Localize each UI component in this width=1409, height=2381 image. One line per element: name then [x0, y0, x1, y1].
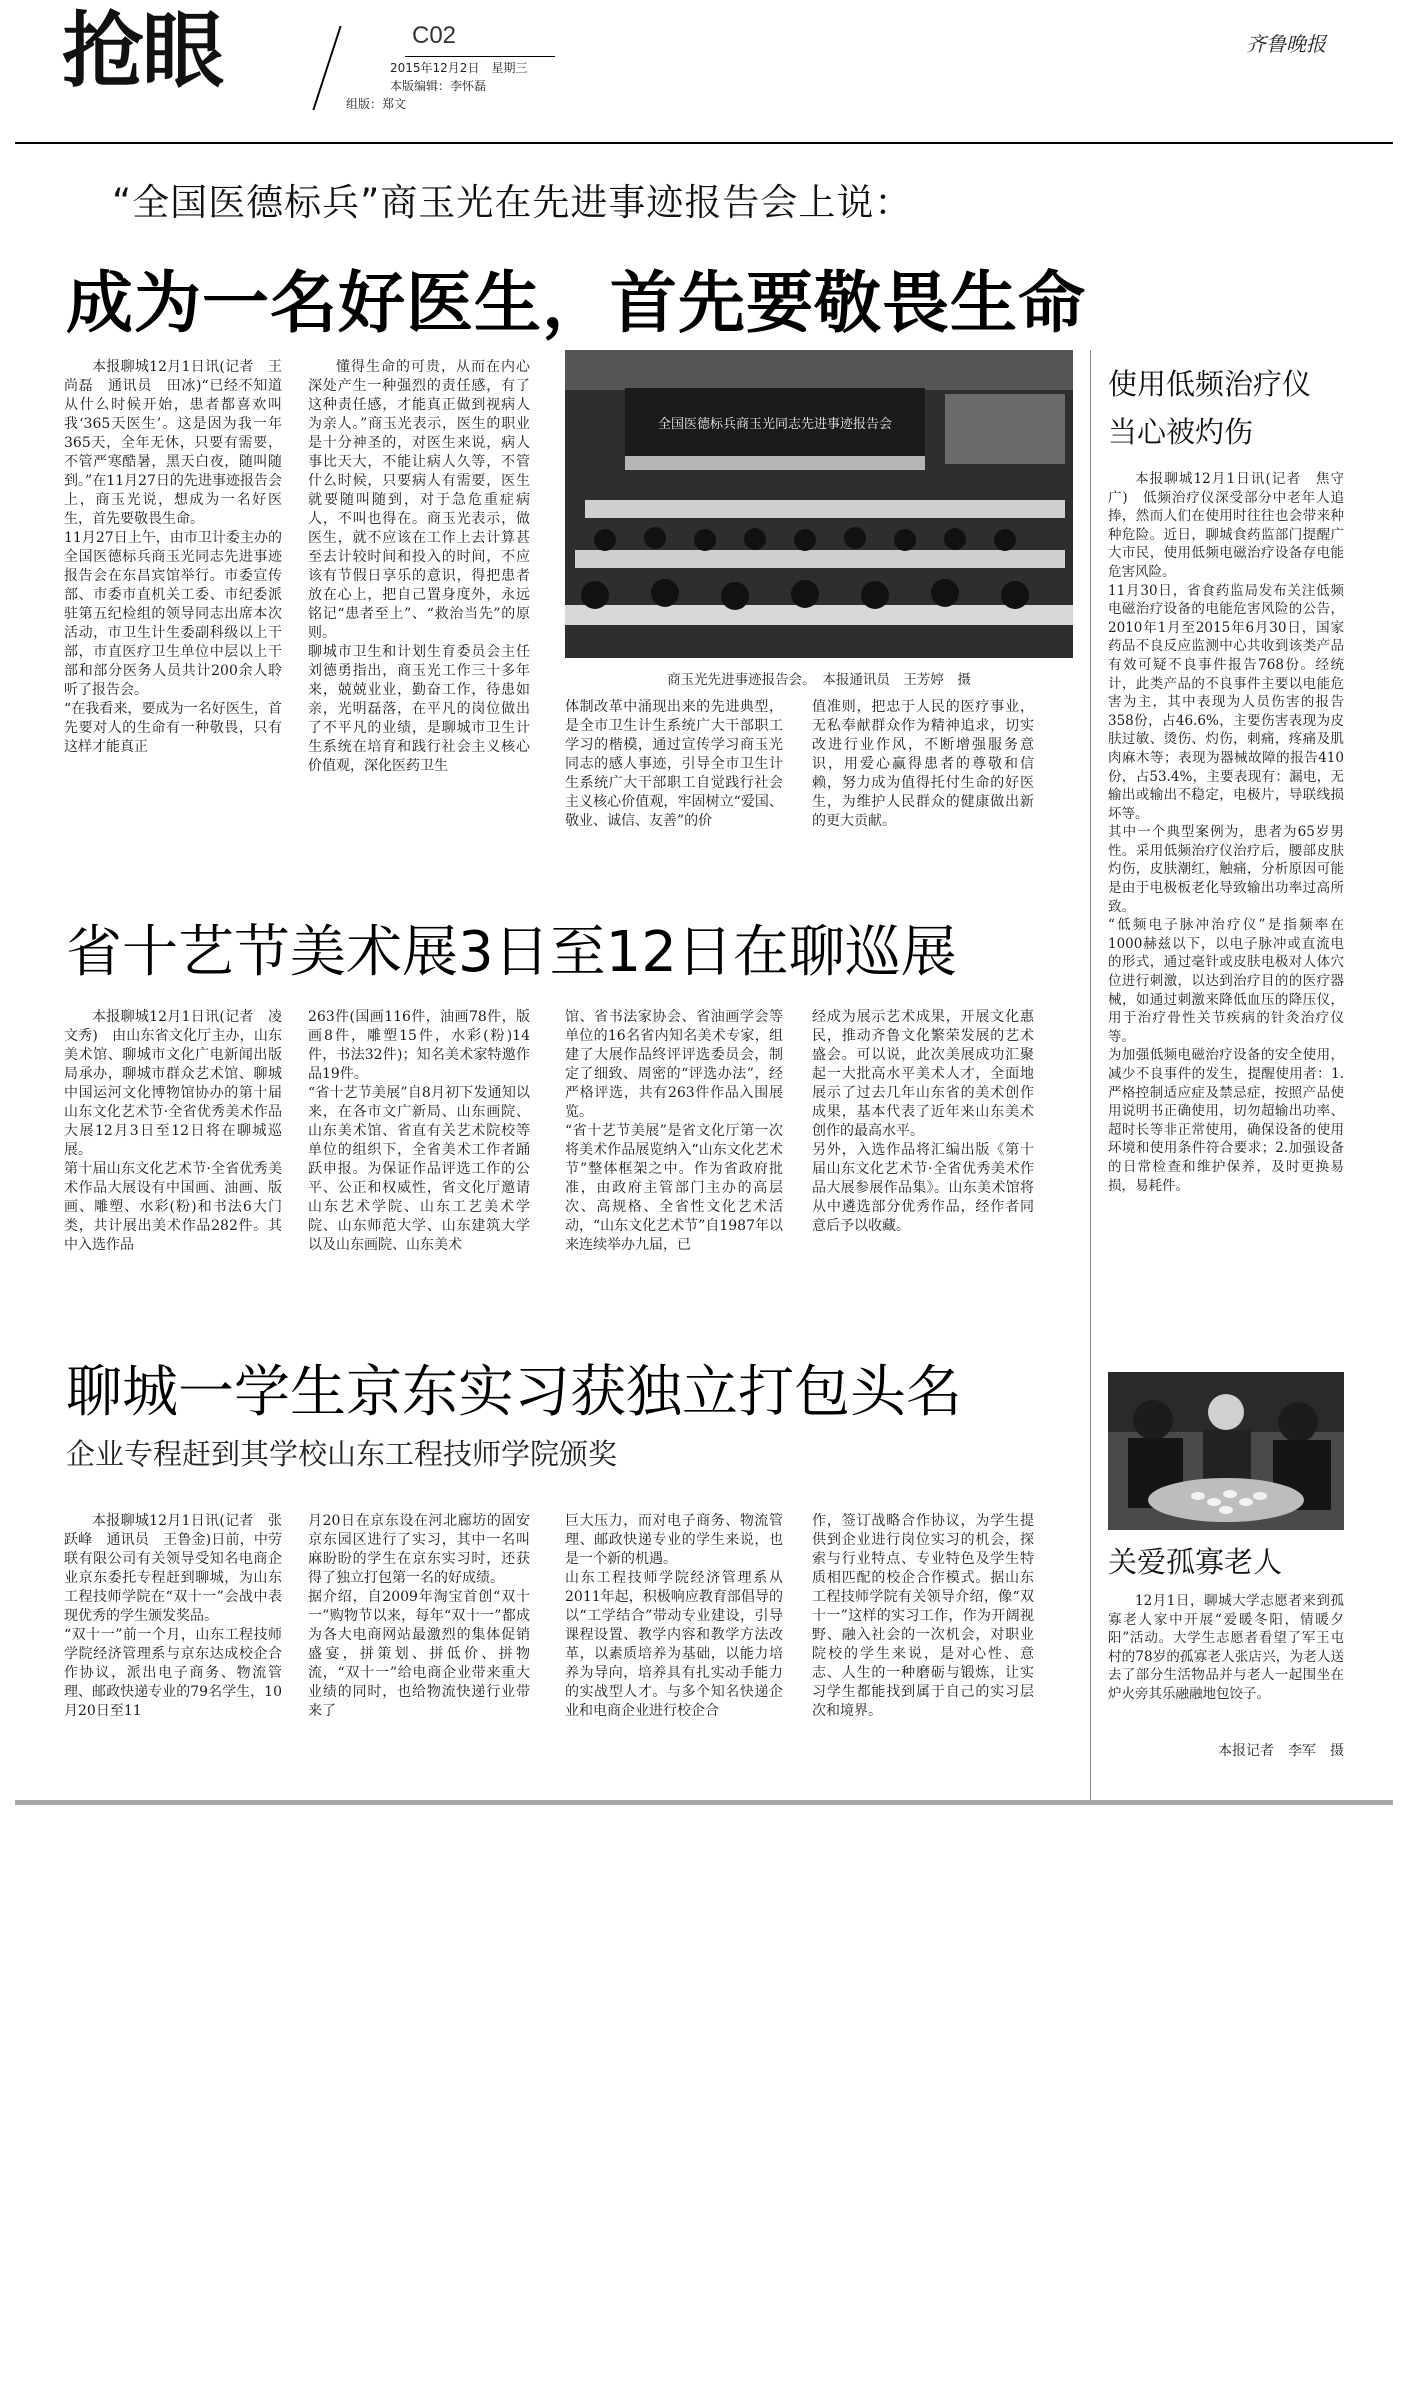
article1-column-1 [64, 358, 282, 878]
article1-column-3 [565, 698, 783, 878]
article3-column-4 [812, 1512, 1034, 1782]
photo-story-body-text: 12月1日，聊城大学志愿者来到孤寡老人家中开展“爱暖冬阳，情暖夕阳”活动。大学生志愿者看望了军王屯村的78岁的孤寡老人张店兴，为老人送去了部分生活物品并与老人一起围坐在炉火旁其乐融融地包饺子。 [1108, 1593, 1344, 1702]
layout-editor: 组版：郑文 [346, 97, 407, 111]
photo-story-image [1108, 1372, 1344, 1530]
issue-date: 2015年12月2日 星期三 [390, 61, 528, 75]
article1-column-2 [308, 358, 530, 878]
article2-headline: 省十艺节美术展3日至12日在聊巡展 [66, 920, 957, 985]
sidebar-body-text: 本报聊城12月1日讯(记者 焦守广) 低频治疗仪深受部分中老年人追捧，然而人们在使用时往往也会带来种种危险。近日，聊城食药监部门提醒广大市民，使用低频电磁治疗设备存电能危害风险。 11月30日，省食药监局发布关注低频电磁治疗设备的电能危害风险的公告，2010年1月至2015年6月30日，国家药品不良反应监测中心共收到该类产品有效可疑不良事件报告768份。经统计，此类产品的不良事件主要以电能危害为主，其中表现为人员伤害的报告358份，占46.6%，主要伤害表现为皮肤过敏、烫伤、灼伤，刺痛，疼痛及肌肉麻木等；表现为器械故障的报告410份，占53.4%，主要表现有：漏电，无输出或输出不稳定，电极片，导联线损坏等。 其中一个典型案例为，患者为65岁男性。采用低频治疗仪治疗后，腰部皮肤灼伤，皮肤潮红，触痛，分析原因可能是由于电极板老化导致输出功率过高所致。 “低频电子脉冲治疗仪”是指频率在1000赫兹以下，以电子脉冲或直流电的形式，通过毫针或皮肤电极对人体穴位进行刺激，以达到治疗目的的医疗器械，如通过刺激来降低血压的降压仪，用于治疗骨性关节疾病的针灸治疗仪等。 为加强低频电磁治疗设备的安全使用，减少不良事件的发生，提醒使用者：1.严格控制适应症及禁忌症，按照产品使用说明书正确使用，切勿超输出功率、超时长等非正常使用，确保设备的使用环境和使用条件符合要求；2.加强设备的日常检查和维护保养，及时更换易损，易耗件。 [1108, 471, 1344, 1194]
article1-col1-text: 本报聊城12月1日讯(记者 王尚磊 通讯员 田冰)“已经不知道从什么时候开始，患者都喜欢叫我‘365天医生’。这是因为我一年365天，全年无休，只要有需要，不管严寒酷暑，黑天白夜，随叫随到。”在11月27日的先进事迹报告会上，商玉光说，想成为一名好医生，首先要敬畏生命。 11月27日上午，由市卫计委主办的全国医德标兵商玉光同志先进事迹报告会在东昌宾馆举行。市委宣传部、市委市直机关工委、市纪委派驻第五纪检组的领导同志出席本次活动，市卫生计生委副科级以上干部，市直医疗卫生单位中层以上干部和部分医务人员共计200余人聆听了报告会。 “在我看来，要成为一名好医生，首先要对人的生命有一种敬畏，只有这样才能真正 [64, 359, 282, 755]
article1-col2-text: 懂得生命的可贵，从而在内心深处产生一种强烈的责任感，有了这种责任感，才能真正做到视病人为亲人。”商玉光表示，医生的职业是十分神圣的，对医生来说，病人事比天大，不能让病人久等，不管什么时候，只要病人有需要，医生就要随叫随到，对于急危重症病人，不叫也得在。商玉光表示，做医生，就不应该在工作上去计算甚至去计较时间和投入的时间，不应该有节假日享乐的意识，得把患者放在心上，把自己置身度外，永远铭记“患者至上”、“救治当先”的原则。 聊城市卫生和计划生育委员会主任刘德勇指出，商玉光工作三十多年来，兢兢业业，勤奋工作，待患如亲，光明磊落，在平凡的岗位做出了不平凡的业绩，是聊城市卫生计生系统在培育和践行社会主义核心价值观，深化医药卫生 [308, 359, 530, 774]
article1-kicker: “全国医德标兵”商玉光在先进事迹报告会上说： [112, 181, 913, 224]
conference-hall-image [565, 350, 1073, 658]
article1-col3-text: 体制改革中涌现出来的先进典型，是全市卫生计生系统广大干部职工学习的楷模，通过宣传学习商玉光同志的感人事迹，引导全市卫生计生系统广大干部职工自觉践行社会主义核心价值观，牢固树立“爱国、敬业、诚信、友善”的价 [565, 699, 783, 829]
photo-story-headline: 关爱孤寡老人 [1108, 1545, 1283, 1579]
article1-column-4 [812, 698, 1034, 878]
article2-col1-text: 本报聊城12月1日讯(记者 凌文秀) 由山东省文化厅主办，山东美术馆、聊城市文化广电新闻出版局承办，聊城市群众艺术馆、聊城中国运河文化博物馆协办的第十届山东文化艺术节·全省优秀美术作品大展12月3日至12日将在聊城巡展。 第十届山东文化艺术节·全省优秀美术作品大展设有中国画、油画、版画、雕塑、水彩(粉)和书法6大门类，共计展出美术作品282件。其中入选作品 [64, 1009, 282, 1253]
sidebar-headline: 使用低频治疗仪 当心被灼伤 [1108, 367, 1312, 449]
sidebar-body [1108, 470, 1344, 1370]
article1-photo [565, 350, 1073, 658]
sidebar-divider [1090, 350, 1091, 1800]
article1-photo-caption: 商玉光先进事迹报告会。 本报通讯员 王芳婷 摄 [667, 672, 971, 688]
photo-banner-text: 全国医德标兵商玉光同志先进事迹报告会 [657, 417, 893, 432]
volunteers-dumplings-image [1108, 1372, 1344, 1530]
article3-col2-text: 月20日在京东设在河北廊坊的固安京东园区进行了实习，其中一名叫麻盼盼的学生在京东实习时，还获得了独立打包第一名的好成绩。 据介绍，自2009年淘宝首创“双十一”购物节以来，每年“双十一”都成为各大电商网站最激烈的集体促销盛宴，拼策划、拼低价、拼物流，“双十一”给电商企业带来重大业绩的同时，也给物流快递行业带来了 [308, 1513, 530, 1719]
article3-column-2 [308, 1512, 530, 1782]
header-rule [15, 142, 1393, 144]
article3-column-3 [565, 1512, 783, 1782]
article1-col4-text: 值准则，把忠于人民的医疗事业，无私奉献群众作为精神追求，切实改进行业作风，不断增强服务意识，用爱心赢得患者的尊敬和信赖，努力成为值得托付生命的好医生，为维护人民群众的健康做出新的更大贡献。 [812, 699, 1034, 829]
article3-col3-text: 巨大压力，而对电子商务、物流管理、邮政快递专业的学生来说，也是一个新的机遇。 山东工程技师学院经济管理系从2011年起，积极响应教育部倡导的以“工学结合”带动专业建设，引导课程设置、教学内容和教学方法改革，以素质培养为基础，以能力培养为导向，培养具有扎实动手能力的实战型人才。与多个知名快递企业和电商企业进行校企合 [565, 1513, 783, 1719]
article3-column-1 [64, 1512, 282, 1782]
article2-column-1 [64, 1008, 282, 1298]
article3-col1-text: 本报聊城12月1日讯(记者 张跃峰 通讯员 王鲁金)日前，中劳联有限公司有关领导受知名电商企业京东委托专程赶到聊城，为山东工程技师学院在“双十一”会战中表现优秀的学生颁发奖品。 “双十一”前一个月，山东工程技师学院经济管理系与京东达成校企合作协议，派出电子商务、物流管理、邮政快递专业的79名学生，10月20日至11 [64, 1513, 282, 1719]
photo-story-credit: 本报记者 李军 摄 [1218, 1743, 1344, 1759]
photo-story-body [1108, 1592, 1344, 1712]
section-title: 抢眼 [62, 4, 223, 99]
article3-deck: 企业专程赶到其学校山东工程技师学院颁奖 [66, 1437, 618, 1471]
article3-headline: 聊城一学生京东实习获独立打包头名 [66, 1360, 962, 1425]
article2-column-4 [812, 1008, 1034, 1298]
article2-col3-text: 馆、省书法家协会、省油画学会等单位的16名省内知名美术专家，组建了大展作品终评评选委员会，制定了细致、周密的“评选办法”，经严格评选，共有263件作品入围展览。 “省十艺节美展”是省文化厅第一次将美术作品展览纳入“山东文化艺术节”整体框架之中。作为省政府批准，由政府主管部门主办的高层次、高规格、全省性文化艺术活动，“山东文化艺术节”自1987年以来连续举办九届，已 [565, 1009, 783, 1253]
article1-headline: 成为一名好医生，首先要敬畏生命 [66, 264, 1086, 342]
page-code: C02 [412, 22, 457, 49]
article2-column-2 [308, 1008, 530, 1298]
footer-rule [15, 1800, 1393, 1805]
page-editor: 本版编辑：李怀磊 [390, 79, 487, 93]
newspaper-logo: 齐鲁晚报 [1246, 32, 1326, 56]
article2-col2-text: 263件(国画116件，油画78件，版画8件，雕塑15件，水彩(粉)14件，书法32件)；知名美术家特邀作品19件。 “省十艺节美展”自8月初下发通知以来，在各市文广新局、山东画院、山东美术馆、省直有关艺术院校等单位的组织下，全省美术工作者踊跃申报。为保证作品评选工作的公平、公正和权威性，省文化厅邀请山东艺术学院、山东工艺美术学院、山东师范大学、山东建筑大学以及山东画院、山东美术 [308, 1009, 530, 1253]
article2-column-3 [565, 1008, 783, 1298]
article3-col4-text: 作，签订战略合作协议，为学生提供到企业进行岗位实习的机会，探索与行业特点、专业特色及学生特质相匹配的校企合作模式。据山东工程技师学院有关领导介绍，像“双十一”这样的实习工作，作为开阔视野、融入社会的一次机会，对职业院校的学生来说，是对心性、意志、人生的一种磨砺与锻炼，让实习学生都能找到属于自己的实习层次和境界。 [812, 1513, 1034, 1719]
header-rule-short [405, 56, 555, 57]
article2-col4-text: 经成为展示艺术成果，开展文化惠民，推动齐鲁文化繁荣发展的艺术盛会。可以说，此次美展成功汇聚起一大批高水平美术人才，全面地展示了过去几年山东省的美术创作成果，基本代表了近年来山东美术创作的最高水平。 另外，入选作品将汇编出版《第十届山东文化艺术节·全省优秀美术作品大展参展作品集》。山东美术馆将从中遴选部分优秀作品，经作者同意后予以收藏。 [812, 1009, 1034, 1234]
